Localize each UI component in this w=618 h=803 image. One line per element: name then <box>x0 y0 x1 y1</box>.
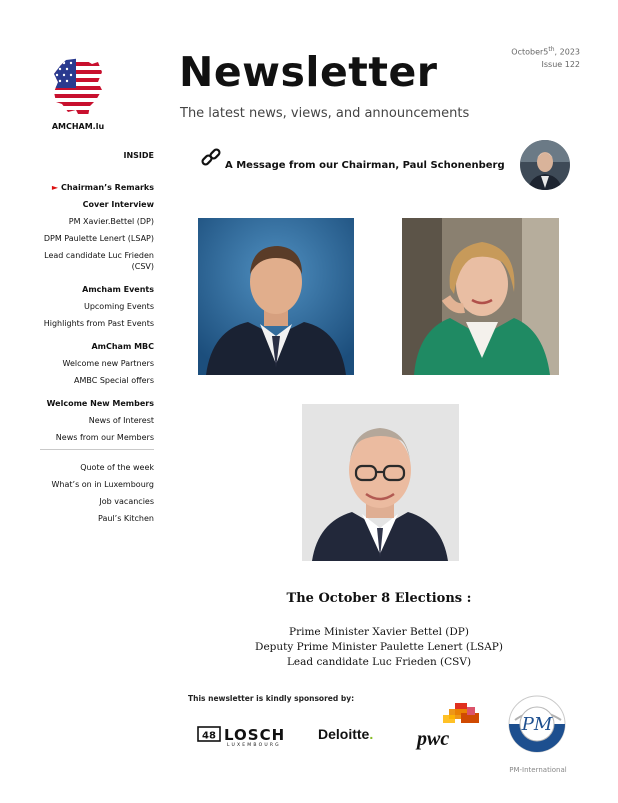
sponsor-label: This newsletter is kindly sponsored by: <box>188 694 355 703</box>
photo-xavier-bettel <box>198 218 354 375</box>
sidebar-item-amcham-events[interactable]: Amcham Events <box>82 285 154 294</box>
sidebar-item-quote[interactable]: Quote of the week <box>80 463 154 472</box>
amcham-flag-logo[interactable] <box>52 58 104 118</box>
sidebar-item-job-vacancies[interactable]: Job vacancies <box>99 497 154 506</box>
pm-international-logo[interactable] <box>507 694 567 756</box>
sidebar-item-news-from-members[interactable]: News from our Members <box>55 433 154 442</box>
deloitte-logo[interactable]: Deloitte. <box>318 726 374 742</box>
link-icon[interactable] <box>200 146 222 168</box>
svg-text:PM: PM <box>521 714 553 735</box>
amcham-logo-label: AMCHAM.lu <box>51 122 105 131</box>
sidebar-item-special-offers[interactable]: AMBC Special offers <box>73 376 154 385</box>
candidate-line-frieden: Lead candidate Luc Frieden (CSV) <box>286 656 472 668</box>
sidebar-item-chairman[interactable]: ► Chairman’s Remarks <box>51 183 154 192</box>
sidebar-item-whats-on[interactable]: What’s on in Luxembourg <box>51 480 154 489</box>
elections-title: The October 8 Elections : <box>286 591 472 606</box>
chairman-avatar <box>520 140 570 190</box>
arrow-right-icon: ► <box>51 183 58 192</box>
newsletter-subtitle: The latest news, views, and announcements <box>180 106 470 121</box>
svg-text:LOSCH: LOSCH <box>224 726 286 744</box>
issue-date: October5th, 2023 <box>511 46 580 57</box>
svg-text:48: 48 <box>202 730 216 742</box>
elections-candidates <box>200 625 558 670</box>
sidebar-divider <box>40 449 154 450</box>
sidebar-item-new-partners[interactable]: Welcome new Partners <box>62 359 154 368</box>
pm-international-label: PM-International <box>509 766 567 774</box>
issue-number: Issue 122 <box>541 59 580 69</box>
photo-paulette-lenert <box>402 218 559 375</box>
sidebar-item-amcham-mbc[interactable]: AmCham MBC <box>91 342 154 351</box>
sidebar-item-pauls-kitchen[interactable]: Paul’s Kitchen <box>98 514 154 523</box>
sidebar-item-upcoming-events[interactable]: Upcoming Events <box>83 302 154 311</box>
sidebar-toc <box>40 150 154 530</box>
newsletter-title: Newsletter <box>179 48 438 96</box>
losch-luxembourg-logo[interactable] <box>197 725 297 747</box>
photo-luc-frieden <box>302 404 459 561</box>
sidebar-item-new-members[interactable]: Welcome New Members <box>46 399 154 408</box>
sidebar-item-frieden[interactable]: Lead candidate Luc Frieden (CSV) <box>44 251 154 271</box>
sidebar-inside-heading: INSIDE <box>123 151 154 160</box>
svg-text:LUXEMBOURG: LUXEMBOURG <box>227 743 281 747</box>
candidate-line-bettel: Prime Minister Xavier Bettel (DP) <box>289 626 469 638</box>
issue-date-block <box>511 44 580 71</box>
sidebar-item-bettel[interactable]: PM Xavier.Bettel (DP) <box>68 217 154 226</box>
chairman-message-link[interactable]: A Message from our Chairman, Paul Schonenberg <box>225 160 505 171</box>
sidebar-item-lenert[interactable]: DPM Paulette Lenert (LSAP) <box>43 234 154 243</box>
sidebar-item-news-of-interest[interactable]: News of Interest <box>88 416 154 425</box>
sidebar-item-cover-interview[interactable]: Cover Interview <box>82 200 154 209</box>
sidebar-item-past-events[interactable]: Highlights from Past Events <box>43 319 154 328</box>
pwc-logo-text[interactable]: pwc <box>417 728 450 750</box>
candidate-line-lenert: Deputy Prime Minister Paulette Lenert (LSAP) <box>255 641 503 653</box>
